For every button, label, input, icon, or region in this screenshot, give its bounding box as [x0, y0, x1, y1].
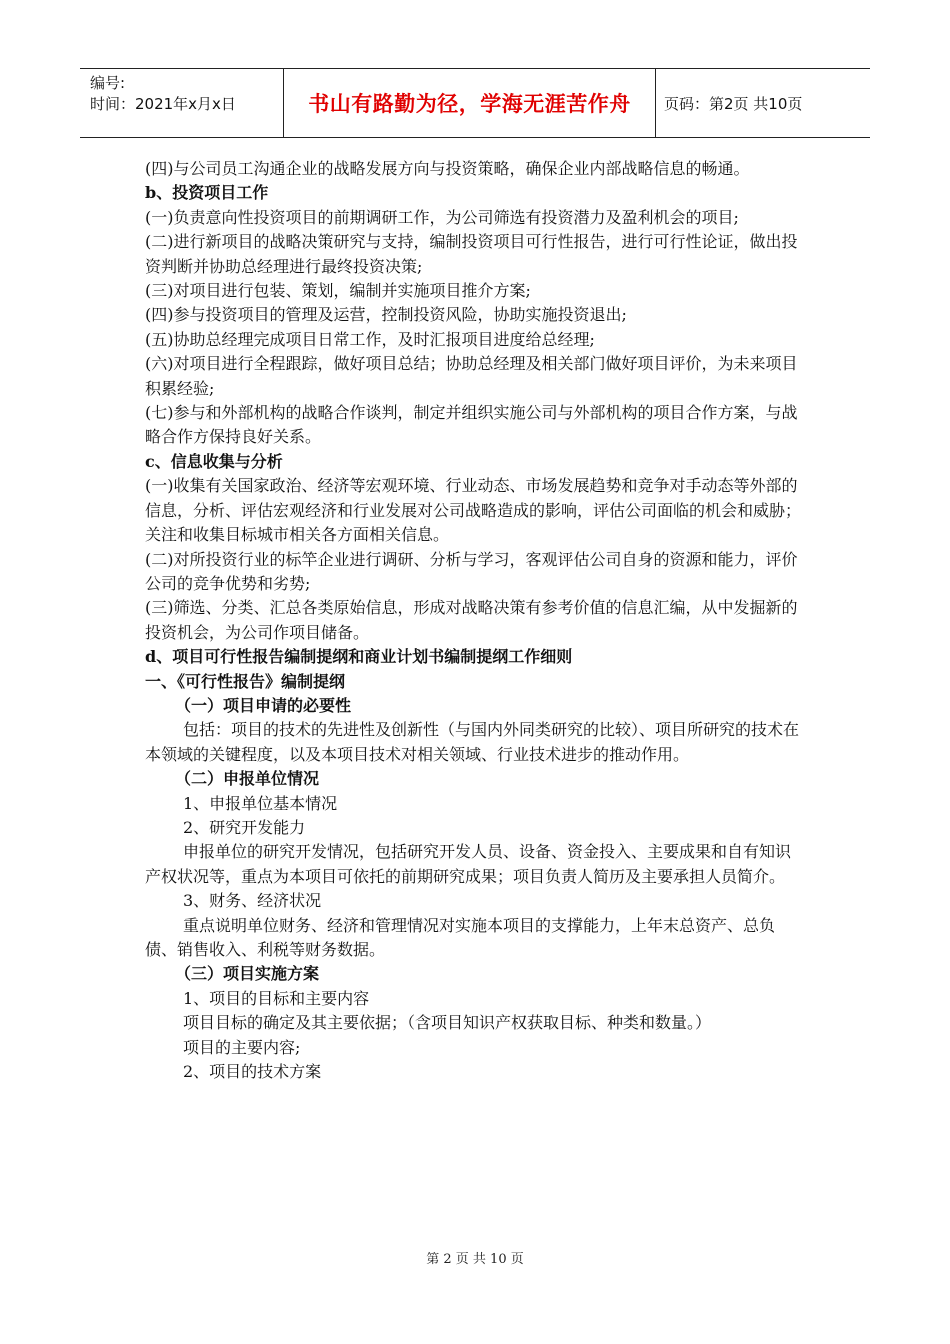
list-item: 2、项目的技术方案 — [183, 1062, 322, 1082]
header-page-info: 页码：第2页 共10页 — [664, 94, 803, 113]
header-motto: 书山有路勤为径，学海无涯苦作舟 — [284, 69, 656, 137]
section-heading-c: c、信息收集与分析 — [145, 451, 283, 471]
outline-heading-1: 一、《可行性报告》编制提纲 — [145, 671, 346, 691]
paragraph: 包括：项目的技术的先进性及创新性（与国内外同类研究的比较）、项目所研究的技术在本领域的关键程度，以及本项目技术对相关领域、行业技术进步的推动作用。 — [145, 720, 800, 764]
page-footer: 第 2 页 共 10 页 — [426, 1252, 524, 1267]
page-header — [80, 68, 870, 138]
paragraph: (一)收集有关国家政治、经济等宏观环境、行业动态、市场发展趋势和竞争对手动态等外部的信息，分析、评估宏观经济和行业发展对公司战略造成的影响，评估公司面临的机会和威胁；关注和收集目标城市相关各方面相关信息。 — [145, 476, 802, 545]
paragraph: (三)筛选、分类、汇总各类原始信息，形成对战略决策有参考价值的信息汇编，从中发掘新的投资机会，为公司作项目储备。 — [145, 598, 798, 642]
list-item: 3、财务、经济状况 — [183, 891, 322, 911]
list-item: 2、研究开发能力 — [183, 817, 306, 837]
outline-subheading-2: （二）申报单位情况 — [175, 769, 320, 789]
section-heading-b: b、投资项目工作 — [145, 183, 269, 203]
document-time: 时间：2021年x月x日 — [90, 95, 236, 113]
paragraph: (一)负责意向性投资项目的前期调研工作，为公司筛选有投资潜力及盈利机会的项目; — [145, 207, 739, 227]
paragraph: 项目目标的确定及其主要依据；（含项目知识产权获取目标、种类和数量。） — [183, 1013, 712, 1033]
paragraph: 项目的主要内容; — [183, 1037, 301, 1057]
paragraph: (二)进行新项目的战略决策研究与支持，编制投资项目可行性报告，进行可行性论证，做出投资判断并协助总经理进行最终投资决策; — [145, 232, 798, 276]
paragraph: (四)参与投资项目的管理及运营，控制投资风险，协助实施投资退出; — [145, 305, 627, 325]
document-number: 编号: — [90, 74, 126, 92]
paragraph: (六)对项目进行全程跟踪，做好项目总结；协助总经理及相关部门做好项目评价，为未来项目积累经验; — [145, 354, 798, 398]
section-heading-d: d、项目可行性报告编制提纲和商业计划书编制提纲工作细则 — [145, 647, 573, 667]
outline-subheading-3: （三）项目实施方案 — [175, 964, 320, 984]
paragraph: (七)参与和外部机构的战略合作谈判，制定并组织实施公司与外部机构的项目合作方案，与战略合作方保持良好关系。 — [145, 403, 798, 447]
document-body — [145, 157, 805, 1084]
paragraph: (五)协助总经理完成项目日常工作，及时汇报项目进度给总经理; — [145, 329, 595, 349]
paragraph: 重点说明单位财务、经济和管理情况对实施本项目的支撑能力，上年末总资产、总负债、销售收入、利税等财务数据。 — [145, 915, 776, 959]
list-item: 1、项目的目标和主要内容 — [183, 988, 370, 1008]
paragraph: (二)对所投资行业的标竿企业进行调研、分析与学习，客观评估公司自身的资源和能力，评价公司的竞争优势和劣势; — [145, 549, 798, 593]
outline-subheading-1: （一）项目申请的必要性 — [175, 695, 352, 715]
paragraph: (四)与公司员工沟通企业的战略发展方向与投资策略，确保企业内部战略信息的畅通。 — [145, 159, 750, 178]
list-item: 1、申报单位基本情况 — [183, 793, 338, 813]
header-meta — [80, 69, 284, 137]
paragraph: (三)对项目进行包装、策划，编制并实施项目推介方案; — [145, 281, 531, 301]
paragraph: 申报单位的研究开发情况，包括研究开发人员、设备、资金投入、主要成果和自有知识产权状况等，重点为本项目可依托的前期研究成果；项目负责人简历及主要承担人员简介。 — [145, 842, 792, 886]
